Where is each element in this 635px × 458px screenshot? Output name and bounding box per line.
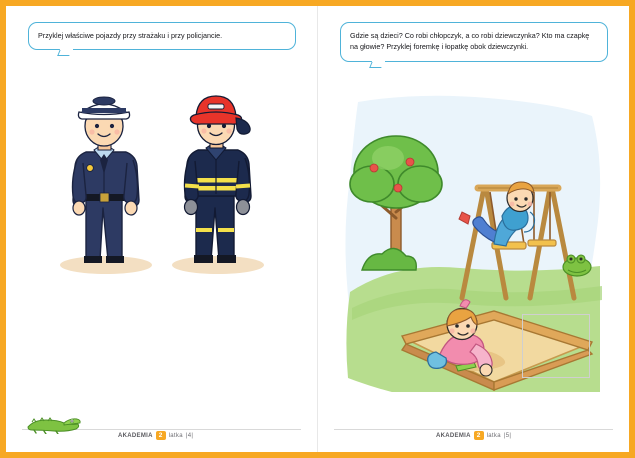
left-page	[6, 6, 317, 452]
page-border-right	[629, 0, 635, 458]
page-border-bottom	[0, 452, 635, 458]
right-footer	[318, 418, 629, 440]
playground-scene	[344, 92, 604, 392]
footer-akademia-label-right: AKADEMIA	[436, 432, 471, 439]
left-instruction-callout	[28, 22, 296, 50]
policeman-figure	[46, 88, 166, 278]
footer-age-number-right: 2	[474, 431, 484, 440]
left-instruction-text: Przyklej właściwe pojazdy przy strażaku i przy policjancie.	[38, 31, 223, 40]
footer-page-number: |4|	[185, 432, 194, 439]
left-footer-brand	[118, 431, 193, 440]
firefighter-figure	[158, 88, 284, 278]
footer-akademia-label: AKADEMIA	[118, 432, 153, 439]
firefighter-illustration	[158, 88, 284, 278]
crocodile-mascot-icon	[24, 410, 84, 434]
footer-page-number-right: |5|	[503, 432, 512, 439]
right-page	[318, 6, 629, 452]
policeman-illustration	[46, 88, 166, 278]
right-footer-brand	[436, 431, 511, 440]
sticker-placeholder-box[interactable]	[522, 314, 590, 378]
left-footer	[6, 418, 317, 440]
footer-latka-label-right: latka	[486, 432, 501, 439]
right-instruction-callout	[340, 22, 608, 62]
footer-rule-right	[334, 429, 613, 430]
footer-age-number: 2	[156, 431, 166, 440]
callout-tail-cover-right	[372, 59, 385, 62]
callout-tail-cover-left	[60, 47, 73, 50]
footer-latka-label: latka	[168, 432, 183, 439]
right-instruction-text: Gdzie są dzieci? Co robi chłopczyk, a co robi dziewczynka? Kto ma czapkę na głowie? Przyklej foremkę i łopatkę obok dziewczynki.	[350, 31, 590, 52]
